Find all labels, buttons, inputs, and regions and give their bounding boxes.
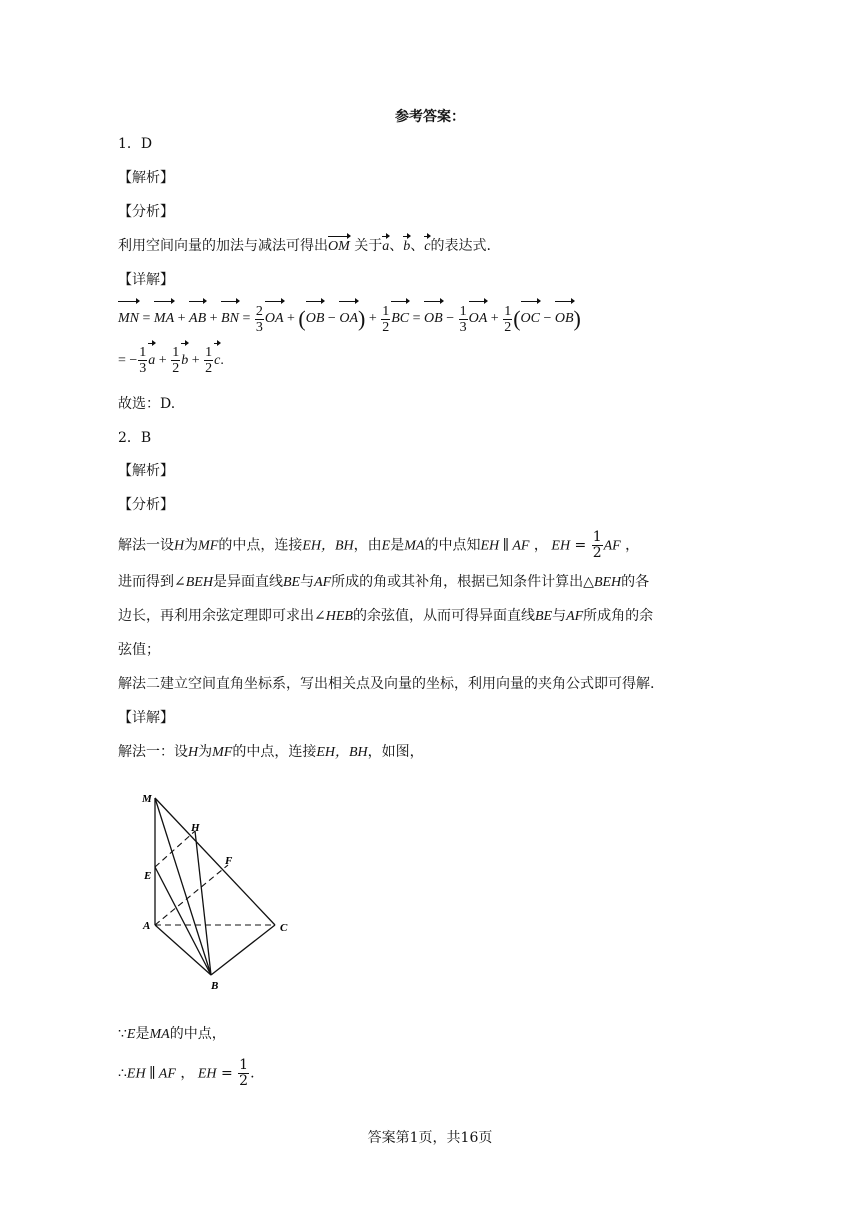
edge-AF-hidden — [155, 865, 228, 925]
q2-analysis-line-2: 进而得到∠BEH是异面直线BE与AF所成的角或其补角，根据已知条件计算出△BEH的各 — [118, 574, 650, 590]
q2-therefore-line: ∴EH ∥ AF ， EH = $\frac{1}{2}$ . — [118, 1057, 255, 1089]
q2-analysis-line-5: 解法二建立空间直角坐标系，写出相关点及向量的坐标，利用向量的夹角公式即可得解. — [118, 676, 655, 692]
page-footer: 答案第1页，共16页 — [367, 1130, 493, 1146]
label-C: C — [280, 922, 288, 934]
label-H: H — [191, 822, 200, 834]
page-title: 参考答案： — [395, 109, 465, 125]
q1-answer: 1．D — [118, 136, 153, 152]
q1-equation-2: = − $\frac{1}{3}$ a + $\frac{1}{2}$ b + $\frac{1}{2}$ c. — [118, 345, 224, 377]
edge-MC — [155, 798, 275, 925]
label-F: F — [225, 855, 233, 867]
edge-EB — [155, 867, 211, 975]
q2-analysis-line-4: 弦值； — [118, 642, 160, 658]
q2-analysis-line-3: 边长，再利用余弦定理即可求出∠HEB的余弦值，从而可得异面直线BE与AF所成角的余 — [118, 608, 654, 624]
q1-equation-1: MN = MA + AB + BN = $\frac{2}{3}$ OA + (OB − OA) + $\frac{1}{2}$ BC = OB − $\frac{1}{3}$ OA + $\frac{1}{2}$ (OC − OB) — [118, 303, 581, 335]
label-M: M — [142, 793, 152, 805]
q1-fenxi-heading: 【分析】 — [118, 204, 174, 220]
label-B: B — [211, 980, 219, 992]
q2-because-line: ∵E是MA的中点， — [118, 1026, 226, 1042]
edge-HB — [195, 831, 211, 975]
tetrahedron-figure — [138, 785, 298, 995]
q2-analysis-line-1: 解法一设H为MF的中点，连接EH，BH，由E是MA的中点知EH ∥ AF ， EH = $\frac{1}{2}$ AF ， — [118, 529, 640, 561]
q1-conclusion: 故选：D. — [118, 396, 176, 412]
q2-detail-line: 解法一：设H为MF的中点，连接EH，BH，如图， — [118, 744, 424, 760]
q2-jiexi-heading: 【解析】 — [118, 463, 174, 479]
q1-xiangjie-heading: 【详解】 — [118, 272, 174, 288]
label-E: E — [144, 870, 152, 882]
label-A: A — [143, 920, 151, 932]
q2-fenxi-heading: 【分析】 — [118, 497, 174, 513]
q2-answer: 2．B — [118, 430, 152, 446]
q1-analysis: 利用空间向量的加法与减法可得出OM 关于a、b、c的表达式. — [118, 236, 491, 257]
q1-jiexi-heading: 【解析】 — [118, 170, 174, 186]
q2-xiangjie-heading: 【详解】 — [118, 710, 174, 726]
edge-CB — [211, 925, 275, 975]
